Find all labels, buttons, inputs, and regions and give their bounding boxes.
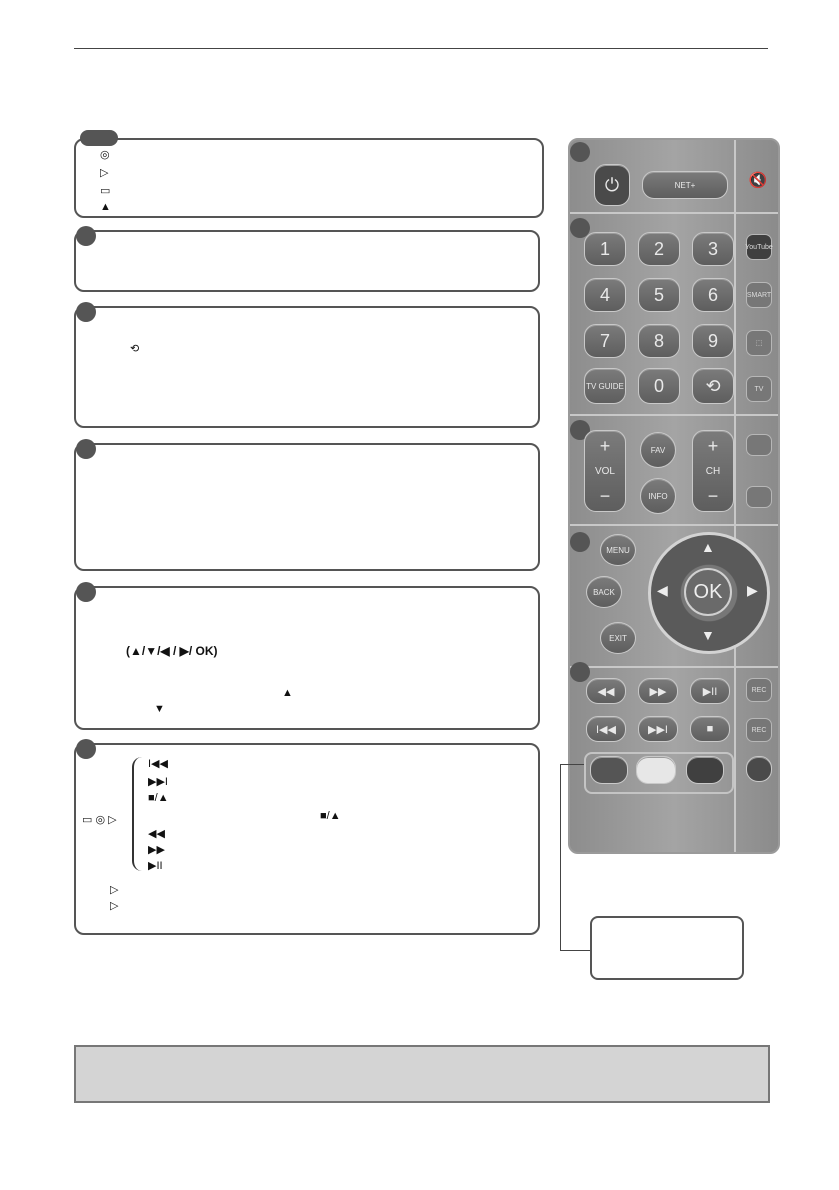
green-button[interactable] [636, 756, 676, 784]
rewind-button[interactable]: ◀◀ [586, 678, 626, 704]
subtitle-button[interactable] [746, 434, 772, 456]
number-button[interactable]: 2 [638, 232, 680, 266]
tv-guide-button[interactable]: TV GUIDE [584, 368, 626, 404]
volume-rocker[interactable]: + VOL − [584, 430, 626, 512]
down-arrow-icon: ▼ [701, 627, 715, 643]
badge [80, 130, 118, 146]
back-button[interactable]: BACK [586, 576, 622, 608]
rec-button[interactable]: REC [746, 678, 772, 702]
rec-list-button[interactable]: REC [746, 718, 772, 742]
channel-rocker[interactable]: + CH − [692, 430, 734, 512]
power-description-box [74, 138, 544, 218]
mute-button[interactable]: 🔇 [748, 172, 768, 189]
note-band [74, 1045, 770, 1103]
fast-forward-button[interactable]: ▶▶ [638, 678, 678, 704]
number-button[interactable]: 8 [638, 324, 680, 358]
badge [76, 439, 96, 459]
number-button[interactable]: 4 [584, 278, 626, 312]
description-box-4 [74, 443, 540, 571]
menu-button[interactable]: MENU [600, 534, 636, 566]
badge [76, 302, 96, 322]
dpad[interactable] [648, 532, 770, 654]
description-box-5 [74, 586, 540, 730]
info-button[interactable]: INFO [640, 478, 676, 514]
number-button[interactable]: 6 [692, 278, 734, 312]
next-icon: ▶▶I [148, 776, 168, 788]
play-pause-button[interactable]: ▶II [690, 678, 730, 704]
rewind-icon: ◀◀ [148, 828, 165, 840]
play-step-icon: ▷ [110, 884, 119, 896]
stop-eject-icon: ■/▲ [148, 792, 169, 804]
left-arrow-icon: ◀ [657, 582, 668, 598]
badge [76, 582, 96, 602]
up-arrow-icon: ▲ [701, 539, 715, 555]
badge [76, 739, 96, 759]
media-icons-group: ▭ ◎ ▷ [82, 814, 117, 826]
callout-line [560, 764, 563, 950]
number-button[interactable]: 1 [584, 232, 626, 266]
section-line [570, 666, 778, 668]
tv-button[interactable]: TV [746, 376, 772, 402]
section-line [570, 212, 778, 214]
zero-button[interactable]: 0 [638, 368, 680, 404]
number-button[interactable]: 7 [584, 324, 626, 358]
youtube-button[interactable]: YouTube [746, 234, 772, 260]
bracket [132, 757, 142, 871]
text-button[interactable] [746, 486, 772, 508]
prev-icon: I◀◀ [148, 758, 168, 770]
number-button[interactable]: 9 [692, 324, 734, 358]
source-button[interactable]: ⬚ [746, 330, 772, 356]
badge [570, 662, 590, 682]
play-pause-icon: ▶II [148, 860, 163, 872]
fav-button[interactable]: FAV [640, 432, 676, 468]
number-button[interactable]: 3 [692, 232, 734, 266]
top-rule [74, 48, 768, 49]
play-step-icon: ▷ [110, 900, 119, 912]
up-arrow-icon: ▲ [282, 687, 293, 699]
power-button[interactable]: ⏻ [594, 164, 630, 206]
next-button[interactable]: ▶▶I [638, 716, 678, 742]
media-icon: ▭ [100, 185, 111, 197]
description-box-2 [74, 230, 540, 292]
description-box-3 [74, 306, 540, 428]
ok-button[interactable]: OK [684, 568, 732, 616]
return-icon: ⟲ [130, 343, 140, 355]
badge [570, 142, 590, 162]
warning-icon: ▲ [100, 201, 111, 213]
number-button[interactable]: 5 [638, 278, 680, 312]
return-button[interactable]: ⟲ [692, 368, 734, 404]
badge [570, 532, 590, 552]
right-arrow-icon: ▶ [747, 582, 758, 598]
stop-button[interactable]: ■ [690, 716, 730, 742]
smart-button[interactable]: SMART [746, 282, 772, 308]
exit-button[interactable]: EXIT [600, 622, 636, 654]
section-line [570, 414, 778, 416]
disc-icon: ◎ [100, 149, 110, 161]
callout-box [590, 916, 744, 980]
stop-eject-icon: ■/▲ [320, 810, 341, 822]
badge [76, 226, 96, 246]
blue-button[interactable] [746, 756, 772, 782]
callout-line [560, 764, 584, 765]
section-line [570, 524, 778, 526]
callout-line [560, 950, 590, 951]
down-arrow-icon: ▼ [154, 703, 165, 715]
navigation-keys-label: (▲/▼/◀ / ▶/ OK) [126, 644, 218, 658]
remote-divider [734, 140, 736, 852]
description-box-6 [74, 743, 540, 935]
red-button[interactable] [590, 756, 628, 784]
previous-button[interactable]: I◀◀ [586, 716, 626, 742]
play-step-icon: ▷ [100, 167, 109, 179]
forward-icon: ▶▶ [148, 844, 165, 856]
yellow-button[interactable] [686, 756, 724, 784]
remote-control [568, 138, 780, 854]
net-plus-button[interactable]: NET+ [642, 171, 728, 199]
